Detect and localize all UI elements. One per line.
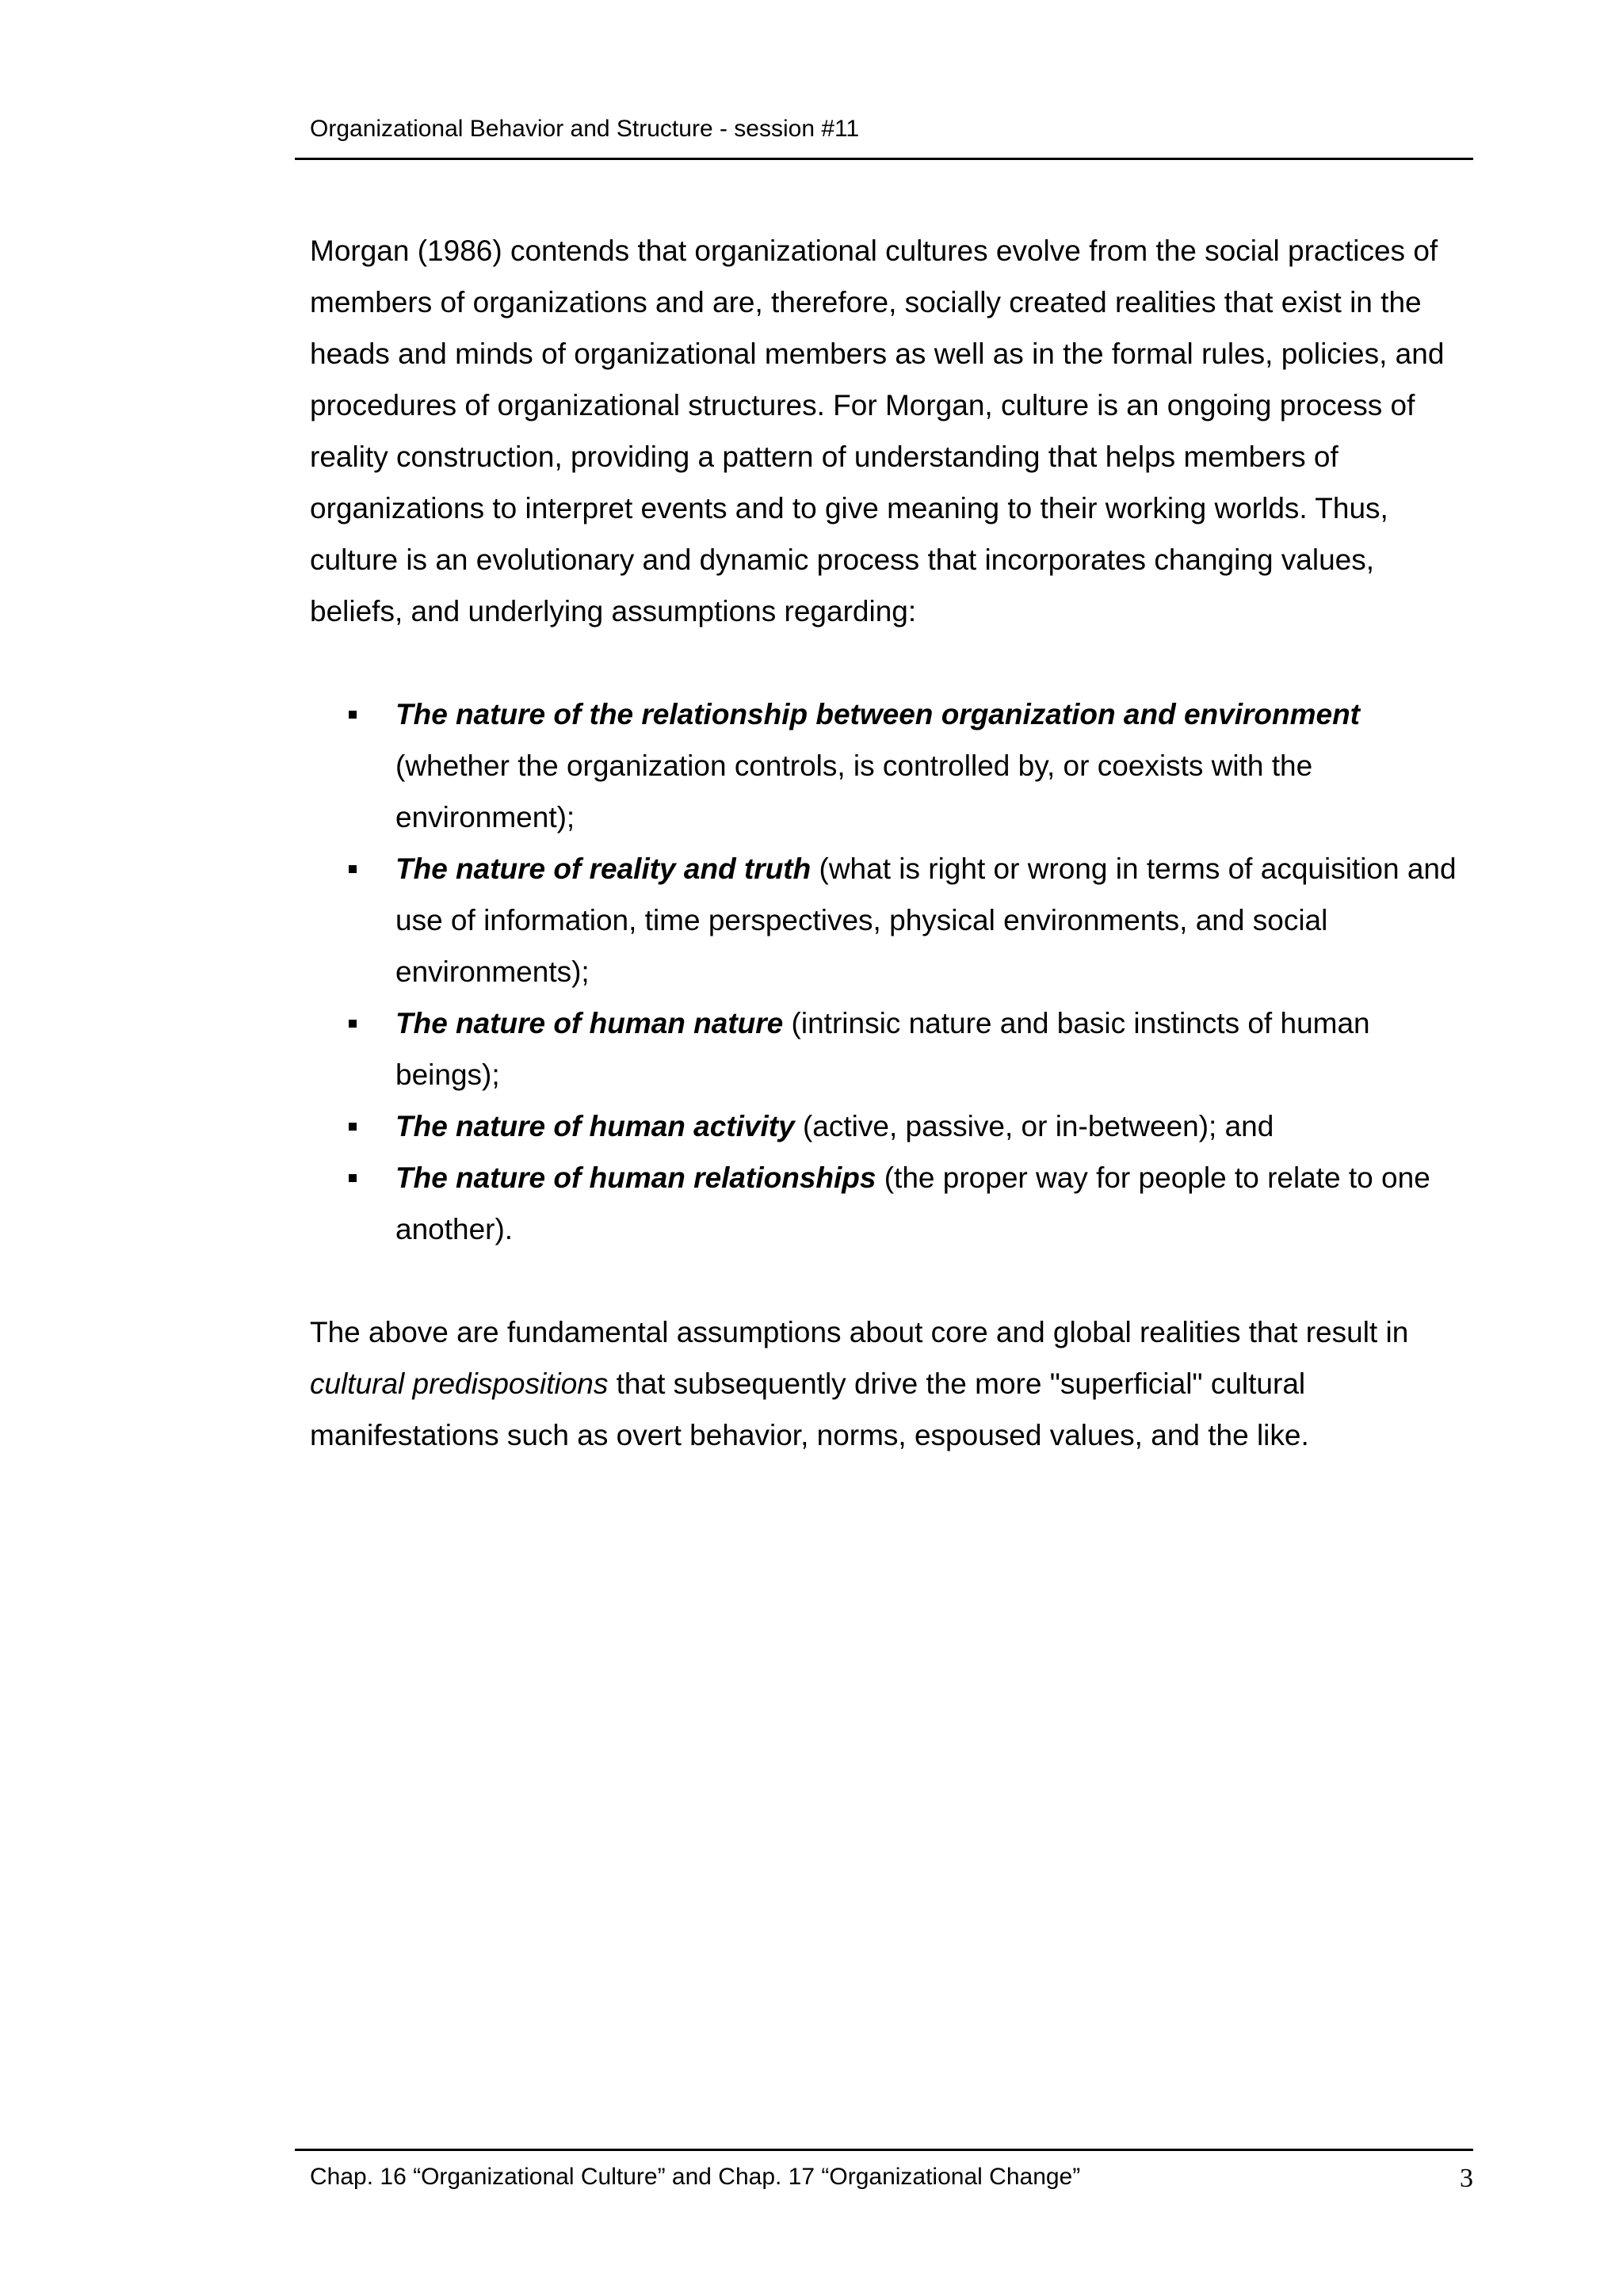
list-item-description: (active, passive, or in-between); and [794,1110,1274,1142]
list-item-description: (what is right or wrong in terms of acquisition and use of information, time perspectives, physical environments, and social environments); [395,852,1457,988]
list-item [310,1152,1475,1255]
conclusion-rest: that subsequently drive the more "superficial" cultural manifestations such as overt behavior, norms, espoused values, and the like. [310,1367,1309,1451]
square-bullet-icon [349,1123,357,1131]
list-item-term: The nature of human nature [395,1007,784,1039]
list-item [310,1100,1475,1152]
list-item-term: The nature of reality and truth [395,852,812,885]
square-bullet-icon [349,865,357,873]
list-item-description: (whether the organization controls, is controlled by, or coexists with the environment); [395,749,1313,833]
conclusion-paragraph [310,1306,1475,1461]
list-item-term: The nature of the relationship between organization and environment [395,698,1361,730]
list-item [310,688,1475,843]
list-item-description: (the proper way for people to relate to one another). [395,1161,1430,1245]
page-body [310,225,1475,1461]
square-bullet-icon [349,1174,357,1182]
list-item-term: The nature of human relationships [395,1161,876,1194]
list-item [310,843,1475,997]
list-item [310,997,1475,1100]
conclusion-italic-term: cultural predispositions [310,1367,609,1400]
page-number: 3 [1460,2164,1473,2193]
assumptions-list [310,688,1475,1255]
paragraph-spacer [310,1255,1475,1306]
square-bullet-icon [349,1020,357,1028]
conclusion-lead: The above are fundamental assumptions about core and global realities that result in [310,1316,1409,1348]
paragraph-spacer [310,637,1475,688]
intro-paragraph: Morgan (1986) contends that organizational cultures evolve from the social practices of members of organizations and are, therefore, socially created realities that exist in the heads and minds of organizational members as well as in the formal rules, policies, and procedures of organizational structures. For Morgan, culture is an ongoing process of reality construction, providing a pattern of understanding that helps members of organizations to interpret events and to give meaning to their working worlds. Thus, culture is an evolutionary and dynamic process that incorporates changing values, beliefs, and underlying assumptions regarding: [310,235,1445,627]
list-item-term: The nature of human activity [395,1110,795,1142]
page-footer [295,2149,1473,2199]
header-title: Organizational Behavior and Structure - session #11 [310,116,860,142]
square-bullet-icon [349,711,357,719]
footer-chapter-text: Chap. 16 “Organizational Culture” and Chap. 17 “Organizational Change” [310,2164,1081,2190]
list-item-description: (intrinsic nature and basic instincts of human beings); [395,1007,1370,1091]
page-header [295,115,1473,160]
